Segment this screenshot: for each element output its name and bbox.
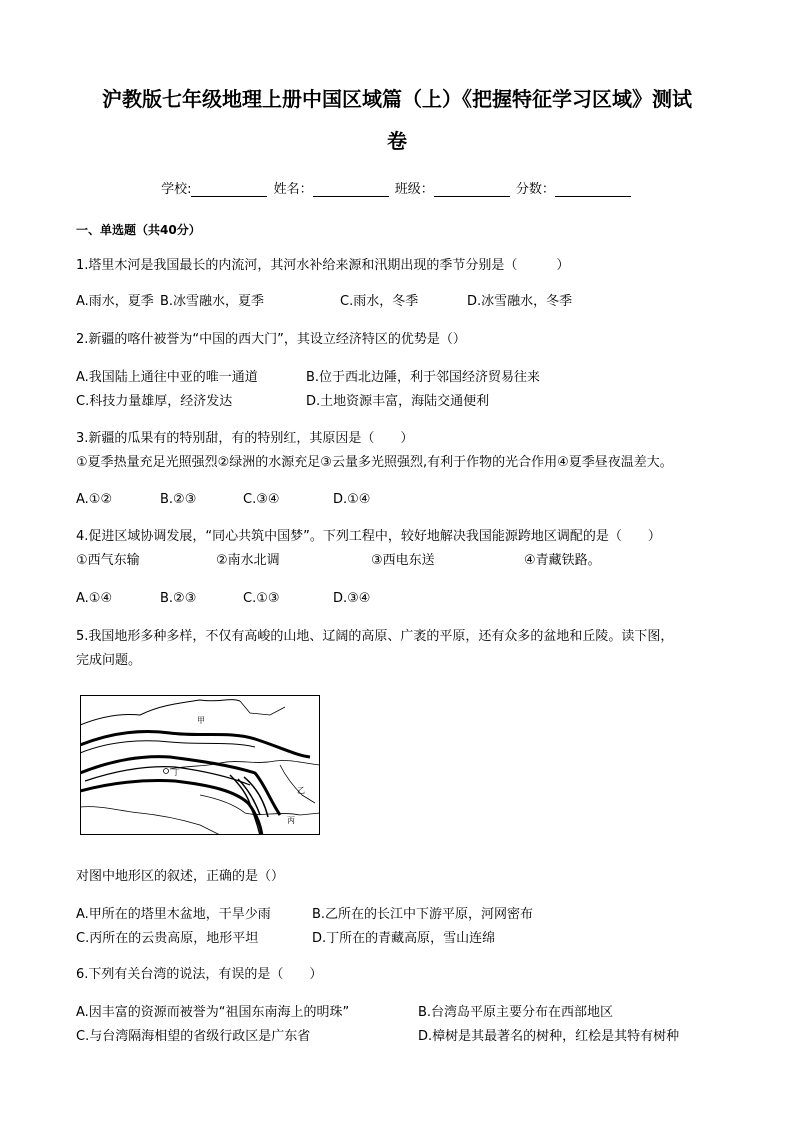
question-6-option-d[interactable]: D.樟树是其最著名的树种，红桧是其特有树种 bbox=[418, 1029, 680, 1044]
question-4-item-1: ①西气东输 bbox=[76, 553, 140, 568]
school-blank[interactable] bbox=[191, 182, 267, 197]
question-4-option-a[interactable]: A.①④ bbox=[76, 591, 113, 606]
question-1-option-c[interactable]: C.雨水，冬季 bbox=[340, 294, 419, 309]
question-2-stem: 2.新疆的喀什被誉为“中国的西大门”，其设立经济特区的优势是（） bbox=[76, 332, 466, 347]
question-5-prompt: 对图中地形区的叙述，正确的是（） bbox=[76, 869, 285, 884]
class-blank[interactable] bbox=[434, 182, 510, 197]
score-label: 分数： bbox=[515, 182, 555, 197]
class-label: 班级： bbox=[394, 182, 434, 197]
terrain-map bbox=[80, 695, 320, 835]
question-4-item-2: ②南水北调 bbox=[216, 553, 280, 568]
question-6-option-c[interactable]: C.与台湾隔海相望的省级行政区是广东省 bbox=[76, 1029, 311, 1044]
question-5-option-b[interactable]: B.乙所在的长江中下游平原，河网密布 bbox=[312, 907, 534, 922]
map-label-bing: 丙 bbox=[287, 816, 295, 825]
page-title-continued: 卷 bbox=[387, 129, 407, 153]
question-3-option-b[interactable]: B.②③ bbox=[160, 492, 197, 507]
question-2-option-d[interactable]: D.土地资源丰富，海陆交通便利 bbox=[306, 394, 490, 409]
question-1-option-b[interactable]: B.冰雪融水，夏季 bbox=[160, 294, 265, 309]
name-label: 姓名： bbox=[273, 182, 313, 197]
score-blank[interactable] bbox=[555, 182, 631, 197]
question-3-option-c[interactable]: C.③④ bbox=[243, 492, 280, 507]
question-5-option-a[interactable]: A.甲所在的塔里木盆地，干旱少雨 bbox=[76, 907, 271, 922]
question-5-option-d[interactable]: D.丁所在的青藏高原，雪山连绵 bbox=[312, 931, 496, 946]
question-3-option-a[interactable]: A.①② bbox=[76, 492, 113, 507]
school-label: 学校: bbox=[161, 182, 192, 197]
section-heading: 一、单选题（共40分） bbox=[76, 223, 201, 237]
question-2-option-b[interactable]: B.位于西北边陲，利于邻国经济贸易往来 bbox=[306, 370, 541, 385]
question-5-stem: 5.我国地形多种多样，不仅有高峻的山地、辽阔的高原、广袤的平原，还有众多的盆地和丘陵。读下图， bbox=[76, 629, 674, 644]
question-1-stem: 1.塔里木河是我国最长的内流河，其河水补给来源和汛期出现的季节分别是（ ） bbox=[76, 258, 570, 273]
question-6-stem: 6.下列有关台湾的说法，有误的是（ ） bbox=[76, 967, 323, 982]
student-info-row bbox=[0, 178, 794, 197]
question-2-option-c[interactable]: C.科技力量雄厚，经济发达 bbox=[76, 394, 233, 409]
question-2-option-a[interactable]: A.我国陆上通往中亚的唯一通道 bbox=[76, 370, 258, 385]
question-4-item-3: ③西电东送 bbox=[371, 553, 435, 568]
question-4-option-b[interactable]: B.②③ bbox=[160, 591, 197, 606]
name-blank[interactable] bbox=[313, 182, 389, 197]
question-6-option-b[interactable]: B.台湾岛平原主要分布在西部地区 bbox=[418, 1005, 614, 1020]
question-4-option-c[interactable]: C.①③ bbox=[243, 591, 280, 606]
question-4-item-4: ④青藏铁路。 bbox=[524, 553, 601, 568]
question-5-stem-continued: 完成问题。 bbox=[76, 653, 142, 668]
map-label-ding: 丁 bbox=[172, 768, 180, 777]
map-label-jia: 甲 bbox=[197, 716, 205, 725]
question-5-option-c[interactable]: C.丙所在的云贵高原，地形平坦 bbox=[76, 931, 259, 946]
question-3-stem: 3.新疆的瓜果有的特别甜，有的特别红，其原因是（ ） bbox=[76, 431, 414, 446]
question-4-option-d[interactable]: D.③④ bbox=[333, 591, 371, 606]
question-3-option-d[interactable]: D.①④ bbox=[333, 492, 371, 507]
question-6-option-a[interactable]: A.因丰富的资源而被誉为“祖国东南海上的明珠” bbox=[76, 1005, 350, 1020]
question-3-statements: ①夏季热量充足光照强烈②绿洲的水源充足③云量多光照强烈,有利于作物的光合作用④夏季昼夜温差大。 bbox=[76, 455, 673, 470]
page-title: 沪教版七年级地理上册中国区域篇（上）《把握特征学习区域》测试 bbox=[102, 87, 692, 111]
map-label-yi: 乙 bbox=[297, 786, 305, 795]
question-1-option-a[interactable]: A.雨水，夏季 bbox=[76, 294, 154, 309]
question-4-stem: 4.促进区域协调发展，“同心共筑中国梦”。下列工程中，较好地解决我国能源跨地区调配的是（ ） bbox=[76, 529, 661, 544]
question-1-option-d[interactable]: D.冰雪融水，冬季 bbox=[467, 294, 573, 309]
